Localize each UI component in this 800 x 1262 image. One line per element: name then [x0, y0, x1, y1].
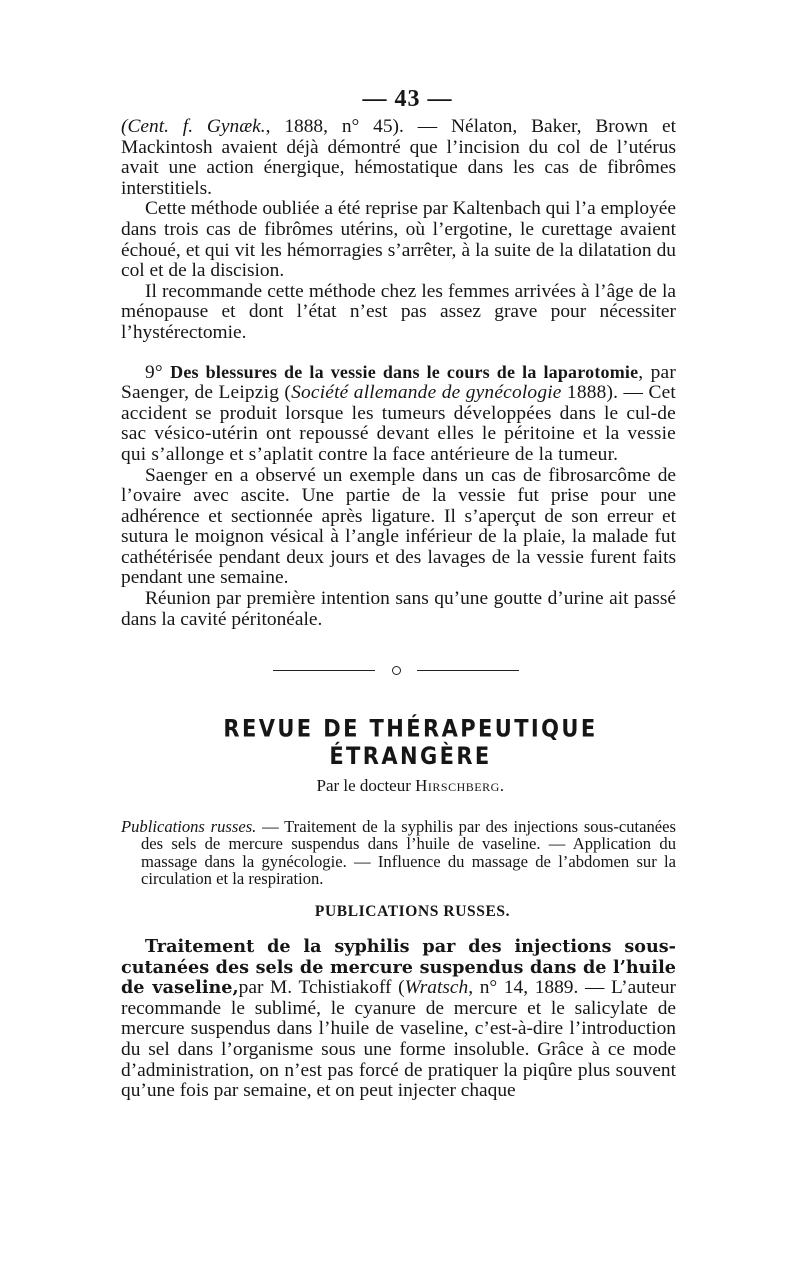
treatment-author: par M. Tchistiakoff ( — [238, 977, 405, 999]
paragraph-kaltenbach-intro — [121, 117, 676, 199]
treatment-title: Traitement de la syphilis par des injections sous-cutanées des sels de mercure suspendus dans de l’huile de vaseline, — [121, 936, 676, 999]
summary-label: Publications russes. — [121, 817, 257, 837]
section-source: Société allemande de gynécologie — [291, 382, 562, 404]
author-name: Hirschberg. — [415, 776, 505, 796]
treatment-text: , n° 14, 1889. — L’auteur recommande le sublimé, le cyanure de mercure et le salicylate de mercure suspendus dans l’huile de vaseline, c’est-à-dire l’introduction du sel dans l’organisme sous une forme insoluble. Grâce à ce mode d’administration, on n’est pas forcé de pratiquer la piqûre plus souvent qu’une fois par semaine, et on peut injecter chaque — [121, 977, 677, 1102]
paragraph-reunion: Réunion par première intention sans qu’une goutte d’urine ait passé dans la cavité péritonéale. — [121, 588, 676, 630]
paragraph-text: , 1888, n° 45). — Nélaton, Baker, Brown et Mackintosh avaient déjà démontré que l’incision du col de l’utérus avait une action énergique, hémostatique dans les cas de fibrômes interstitiels. — [121, 116, 676, 199]
divider-ornament-icon — [375, 666, 417, 674]
page-number: — 43 — — [362, 86, 453, 112]
citation-journal: (Cent. f. Gynæk. — [121, 116, 266, 137]
paragraph-kaltenbach: Cette méthode oubliée a été reprise par Kaltenbach qui l’a employée dans trois cas de fibrômes utérins, où l’ergotine, le curettage avaient échoué, et qui vit les hémorragies s’arrêter, à la suite de la dilatation du col et de la discision. — [121, 198, 676, 282]
treatment-paragraph — [121, 937, 676, 1102]
paragraph-menopause: Il recommande cette méthode chez les femmes arrivées à l’âge de la ménopause et dont l’état n’est pas assez grave pour nécessiter l’hystérectomie. — [121, 280, 676, 343]
section-heading: REVUE DE THÉRAPEUTIQUE ÉTRANGÈRE — [223, 714, 598, 770]
section-author: , par Saenger, de Leipzig ( — [121, 361, 676, 404]
subheading: PUBLICATIONS RUSSES. — [314, 903, 511, 921]
author-line — [145, 776, 676, 796]
section-title: Des blessures de la vessie dans le cours de la laparotomie — [170, 361, 639, 382]
paragraph-saenger-example: Saenger en a observé un exemple dans un cas de fibrosarcôme de l’ovaire avec ascite. Une partie de la vessie fut prise pour une adhérence et sectionnée après ligature. Il s’aperçut de son erreur et sutura le moignon vésical à l’angle inférieur de la plaie, la malade fut cathétérisée pendant deux jours et des lavages de la vessie furent faits pendant une semaine. — [121, 464, 676, 589]
summary-paragraph — [121, 818, 676, 887]
ornamental-divider — [273, 666, 519, 676]
summary-text: — Traitement de la syphilis par des injections sous-cutanées des sels de mercure suspendus dans l’huile de vaseline. — Application du massage dans la gynécologie. — Influence du massage de l’abdomen sur la circulation et la respiration. — [141, 817, 676, 888]
section-9-paragraph — [121, 362, 676, 466]
section-text: 1888). — Cet accident se produit lorsque les tumeurs développées dans le cul-de sac vésico-utérin ont repoussé devant elles le péritoine et la vessie qui s’allonge et s’aplatit contre la face antérieure de la tumeur. — [121, 382, 676, 465]
section-number: 9° — [145, 361, 163, 383]
author-prefix: Par le docteur — [316, 776, 416, 796]
treatment-journal: Wratsch — [404, 977, 469, 999]
summary-block — [121, 818, 676, 887]
page — [121, 86, 676, 1102]
